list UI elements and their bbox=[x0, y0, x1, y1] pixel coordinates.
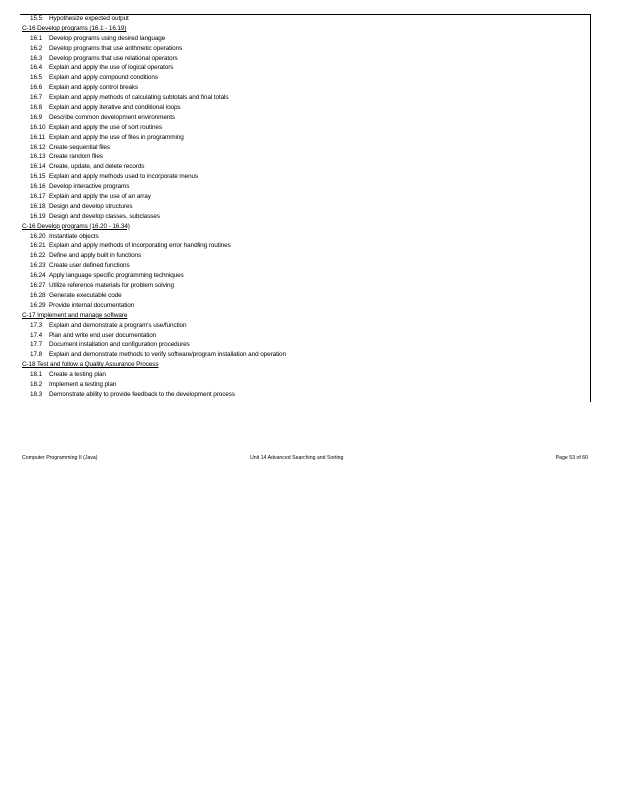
competency-text: Provide internal documentation bbox=[49, 301, 135, 309]
page-footer bbox=[22, 454, 588, 462]
competency-number: 16.16 bbox=[30, 183, 46, 191]
competency-number: 16.2 bbox=[30, 44, 43, 52]
competency-item bbox=[22, 202, 587, 212]
competency-number: 16.24 bbox=[30, 272, 46, 280]
competency-item bbox=[22, 370, 587, 380]
competency-number: 16.22 bbox=[30, 252, 46, 260]
competency-item bbox=[22, 261, 587, 271]
competency-number: 16.13 bbox=[30, 153, 46, 161]
competency-number: 16.10 bbox=[30, 123, 46, 131]
footer-course: Computer Programming II (Java) bbox=[22, 455, 98, 461]
competency-text: Document installation and configuration procedures bbox=[49, 341, 190, 349]
competency-text: Develop programs using desired language bbox=[49, 34, 166, 42]
competency-item bbox=[22, 281, 587, 291]
competency-item bbox=[22, 271, 587, 281]
competency-item bbox=[22, 73, 587, 83]
competency-text: Hypothesize expected output bbox=[49, 15, 129, 22]
competency-number: 16.18 bbox=[30, 202, 46, 210]
competency-text: Create a testing plan bbox=[49, 371, 106, 379]
competency-heading: C-16 Develop programs (16.20 - 16.34) bbox=[22, 222, 130, 230]
competency-item bbox=[22, 162, 587, 172]
competency-text: Explain and apply iterative and conditional loops bbox=[49, 104, 181, 112]
footer-page-number: Page 53 of 60 bbox=[555, 455, 588, 461]
competency-item bbox=[22, 83, 587, 93]
footer-unit: Unit 14 Advanced Searching and Sorting bbox=[250, 455, 344, 461]
competency-text: Create sequential files bbox=[49, 143, 110, 151]
competency-text: Create user defined functions bbox=[49, 262, 130, 270]
competency-item bbox=[22, 390, 587, 400]
competency-text: Create random files bbox=[49, 153, 103, 161]
competency-number: 16.15 bbox=[30, 173, 46, 181]
competency-heading: C-18 Test and follow a Quality Assurance Process bbox=[22, 361, 159, 369]
competency-number: 16.27 bbox=[30, 282, 46, 290]
competency-item bbox=[22, 350, 587, 360]
competency-text: Instantiate objects bbox=[49, 232, 99, 240]
competency-item bbox=[22, 44, 587, 54]
competency-number: 16.29 bbox=[30, 301, 46, 309]
competency-item bbox=[22, 251, 587, 261]
competency-number: 16.20 bbox=[30, 232, 46, 240]
competency-text: Explain and apply compound conditions bbox=[49, 74, 158, 82]
competency-text: Explain and apply the use of logical operators bbox=[49, 64, 174, 72]
competency-item bbox=[22, 192, 587, 202]
competency-number: 17.4 bbox=[30, 331, 43, 339]
competency-text: Describe common development environments bbox=[49, 113, 176, 121]
competency-number: 18.2 bbox=[30, 380, 43, 388]
competency-item bbox=[22, 14, 587, 24]
competency-item bbox=[22, 340, 587, 350]
competency-number: 16.12 bbox=[30, 143, 46, 151]
competency-number: 16.7 bbox=[30, 94, 43, 102]
competency-text: Explain and apply methods of calculating subtotals and final totals bbox=[49, 94, 229, 102]
competency-outline bbox=[22, 14, 587, 400]
competency-number: 16.4 bbox=[30, 64, 43, 72]
competency-item bbox=[22, 331, 587, 341]
competency-number: 15.5 bbox=[30, 15, 43, 22]
competency-number: 16.1 bbox=[30, 34, 43, 42]
competency-text: Design and develop classes, subclasses bbox=[49, 212, 160, 220]
competency-number: 16.14 bbox=[30, 163, 46, 171]
competency-text: Demonstrate ability to provide feedback to the development process bbox=[49, 390, 235, 398]
competency-heading: C-16 Develop programs (16.1 - 16.19) bbox=[22, 24, 127, 32]
competency-number: 16.11 bbox=[30, 133, 46, 141]
competency-text: Explain and apply the use of an array bbox=[49, 193, 151, 201]
competency-item bbox=[22, 103, 587, 113]
competency-item bbox=[22, 321, 587, 331]
competency-item bbox=[22, 93, 587, 103]
competency-text: Apply language specific programming techniques bbox=[49, 272, 184, 280]
competency-number: 17.3 bbox=[30, 321, 43, 329]
competency-text: Generate executable code bbox=[49, 291, 122, 299]
competency-text: Implement a testing plan bbox=[49, 380, 117, 388]
competency-text: Explain and demonstrate methods to verify software/program installation and operation bbox=[49, 351, 286, 359]
competency-text: Explain and apply control breaks bbox=[49, 84, 139, 92]
competency-number: 16.6 bbox=[30, 84, 43, 92]
competency-item bbox=[22, 241, 587, 251]
competency-number: 17.7 bbox=[30, 341, 43, 349]
competency-item bbox=[22, 232, 587, 242]
competency-number: 17.8 bbox=[30, 351, 43, 359]
competency-text: Explain and demonstrate a program's use/function bbox=[49, 321, 187, 329]
competency-text: Explain and apply methods of incorporating error handling routines bbox=[49, 242, 231, 250]
competency-number: 16.8 bbox=[30, 104, 43, 112]
competency-text: Explain and apply methods used to incorporate menus bbox=[49, 173, 199, 181]
competency-item bbox=[22, 143, 587, 153]
competency-number: 18.3 bbox=[30, 390, 43, 398]
competency-item bbox=[22, 380, 587, 390]
competency-text: Develop interactive programs bbox=[49, 183, 130, 191]
competency-heading: C-17 Implement and manage software bbox=[22, 311, 128, 319]
competency-item bbox=[22, 172, 587, 182]
competency-text: Develop programs that use relational operators bbox=[49, 54, 178, 62]
competency-item bbox=[22, 301, 587, 311]
competency-item bbox=[22, 34, 587, 44]
competency-item bbox=[22, 133, 587, 143]
competency-text: Develop programs that use arithmetic operations bbox=[49, 44, 183, 52]
competency-number: 18.1 bbox=[30, 371, 43, 379]
competency-text: Create, update, and delete records bbox=[49, 163, 145, 171]
competency-number: 16.5 bbox=[30, 74, 43, 82]
competency-text: Design and develop structures bbox=[49, 202, 133, 210]
competency-number: 16.17 bbox=[30, 193, 46, 201]
competency-number: 16.23 bbox=[30, 262, 46, 270]
competency-text: Plan and write end user documentation bbox=[49, 331, 157, 339]
competency-item bbox=[22, 54, 587, 64]
competency-item bbox=[22, 63, 587, 73]
competency-item bbox=[22, 152, 587, 162]
competency-item bbox=[22, 113, 587, 123]
competency-item bbox=[22, 123, 587, 133]
competency-number: 16.3 bbox=[30, 54, 43, 62]
competency-text: Define and apply built in functions bbox=[49, 252, 142, 260]
competency-number: 16.9 bbox=[30, 113, 43, 121]
competency-number: 16.19 bbox=[30, 212, 46, 220]
competency-item bbox=[22, 182, 587, 192]
competency-text: Explain and apply the use of files in programming bbox=[49, 133, 184, 141]
competency-text: Utilize reference materials for problem solving bbox=[49, 282, 174, 290]
competency-text: Explain and apply the use of sort routines bbox=[49, 123, 163, 131]
competency-number: 16.28 bbox=[30, 291, 46, 299]
competency-item bbox=[22, 291, 587, 301]
competency-item bbox=[22, 212, 587, 222]
competency-number: 16.21 bbox=[30, 242, 46, 250]
